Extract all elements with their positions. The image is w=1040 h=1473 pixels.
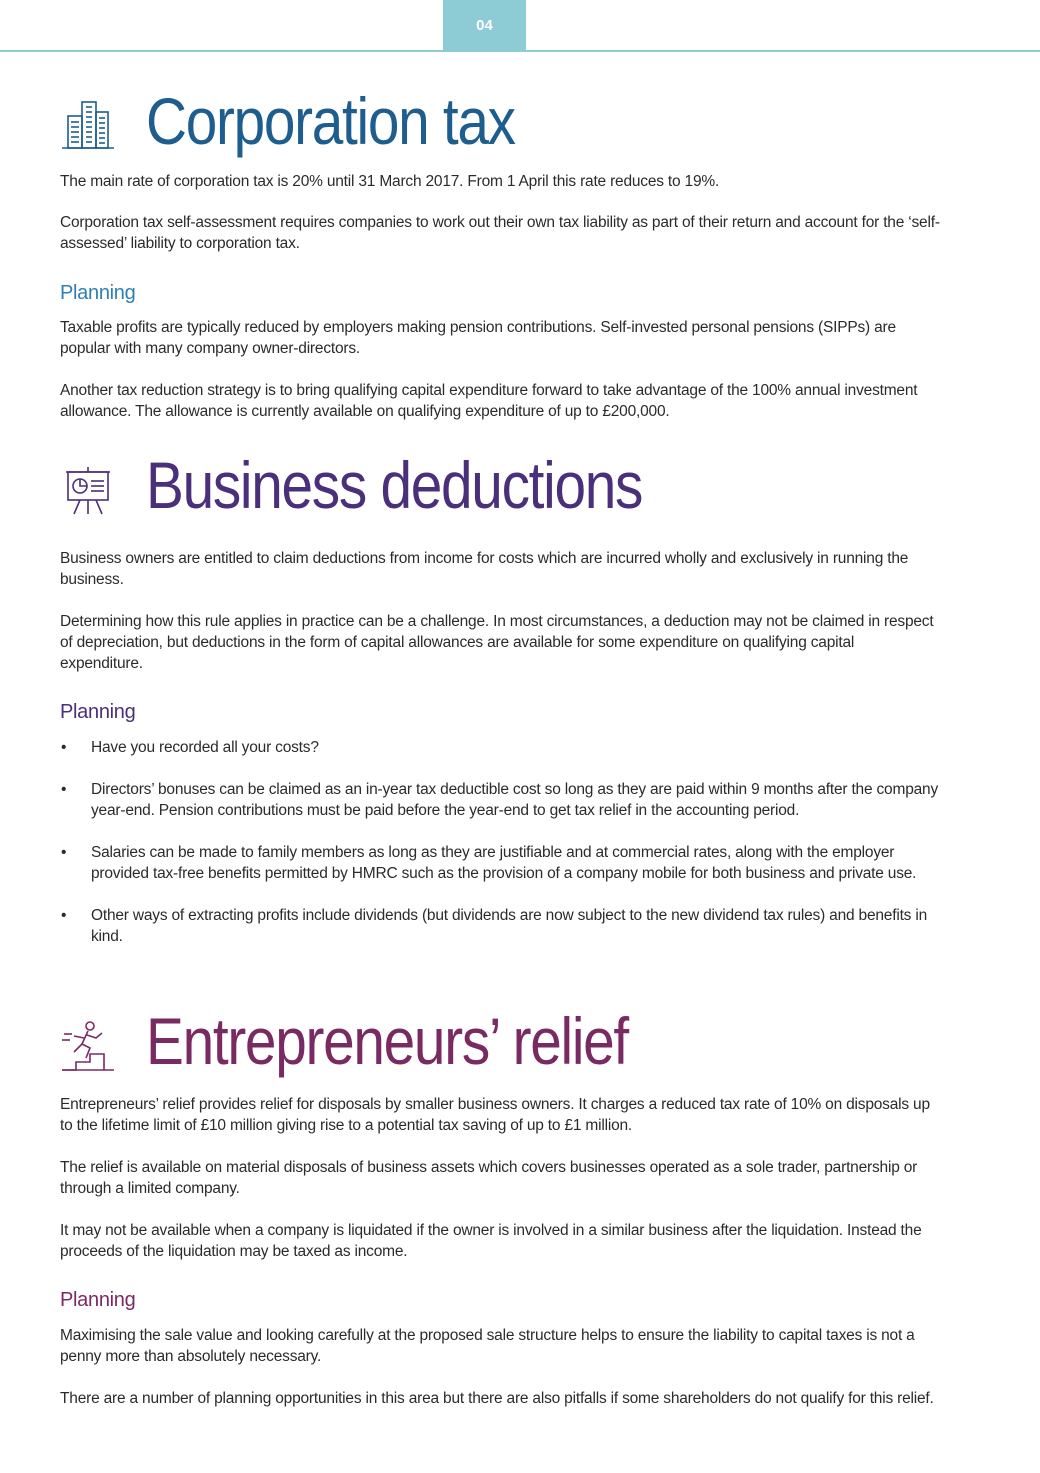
list-item — [60, 779, 940, 821]
planning-bullet-list — [60, 737, 940, 947]
page-number-tab — [443, 0, 526, 51]
office-building-icon — [60, 98, 116, 154]
bullet-marker: • — [61, 739, 67, 756]
planning-heading: Planning — [60, 1289, 136, 1311]
paragraph: Business owners are entitled to claim deductions from income for costs which are incurred wholly and exclusively in running the business. — [60, 550, 909, 588]
business-deductions-header — [60, 448, 723, 522]
paragraph: Corporation tax self-assessment requires companies to work out their own tax liability as part of their return and account for the ‘self-assessed’ liability to corporation tax. — [60, 214, 940, 252]
list-item-text: Have you recorded all your costs? — [91, 739, 319, 756]
list-item-text: Directors’ bonuses can be claimed as an in-year tax deductible cost so long as they are paid within 9 months after the company year-end. Pension contributions must be paid before the year-end to get tax relief in the accounting period. — [91, 781, 939, 819]
paragraph: The main rate of corporation tax is 20% until 31 March 2017. From 1 April this rate reduces to 19%. — [60, 173, 720, 190]
paragraph: Taxable profits are typically reduced by employers making pension contributions. Self-invested personal pensions (SIPPs) are popular with many company owner-directors. — [60, 319, 896, 357]
entrepreneurs-relief-header — [60, 1004, 706, 1078]
corporation-tax-header — [60, 84, 575, 158]
paragraph: Determining how this rule applies in practice can be a challenge. In most circumstances, a deduction may not be claimed in respect of depreciation, but deductions in the form of capital allowances are available for some expenditure on qualifying capital expenditure. — [60, 613, 934, 672]
bullet-marker: • — [61, 844, 67, 861]
section-title: Business deductions — [146, 448, 643, 522]
presentation-board-icon — [60, 462, 116, 518]
list-item-text: Other ways of extracting profits include dividends (but dividends are now subject to the new dividend tax rules) and benefits in kind. — [91, 907, 927, 945]
running-up-steps-icon — [60, 1018, 116, 1074]
bullet-marker: • — [61, 781, 67, 798]
bullet-marker: • — [61, 907, 67, 924]
list-item-text: Salaries can be made to family members as long as they are justifiable and at commercial rates, along with the employer provided tax-free benefits permitted by HMRC such as the provision of a company mobile for both business and private use. — [91, 844, 917, 882]
planning-heading: Planning — [60, 701, 136, 723]
list-item — [60, 842, 940, 884]
paragraph: The relief is available on material disposals of business assets which covers businesses operated as a sole trader, partnership or through a limited company. — [60, 1159, 918, 1197]
list-item — [60, 737, 940, 758]
paragraph: Maximising the sale value and looking carefully at the proposed sale structure helps to ensure the liability to capital taxes is not a penny more than absolutely necessary. — [60, 1327, 915, 1365]
page-number: 04 — [476, 17, 493, 34]
paragraph: Entrepreneurs’ relief provides relief for disposals by smaller business owners. It charges a reduced tax rate of 10% on disposals up to the lifetime limit of £10 million giving rise to a potential tax saving of up to £1 million. — [60, 1096, 930, 1134]
paragraph: There are a number of planning opportunities in this area but there are also pitfalls if some shareholders do not qualify for this relief. — [60, 1390, 934, 1407]
planning-heading: Planning — [60, 282, 136, 304]
section-title: Entrepreneurs’ relief — [146, 1004, 628, 1078]
paragraph: Another tax reduction strategy is to bring qualifying capital expenditure forward to take advantage of the 100% annual investment allowance. The allowance is currently available on qualifying expenditure of up to £200,000. — [60, 382, 918, 420]
section-title: Corporation tax — [146, 84, 515, 158]
paragraph: It may not be available when a company is liquidated if the owner is involved in a similar business after the liquidation. Instead the proceeds of the liquidation may be taxed as income. — [60, 1222, 922, 1260]
list-item — [60, 905, 940, 947]
